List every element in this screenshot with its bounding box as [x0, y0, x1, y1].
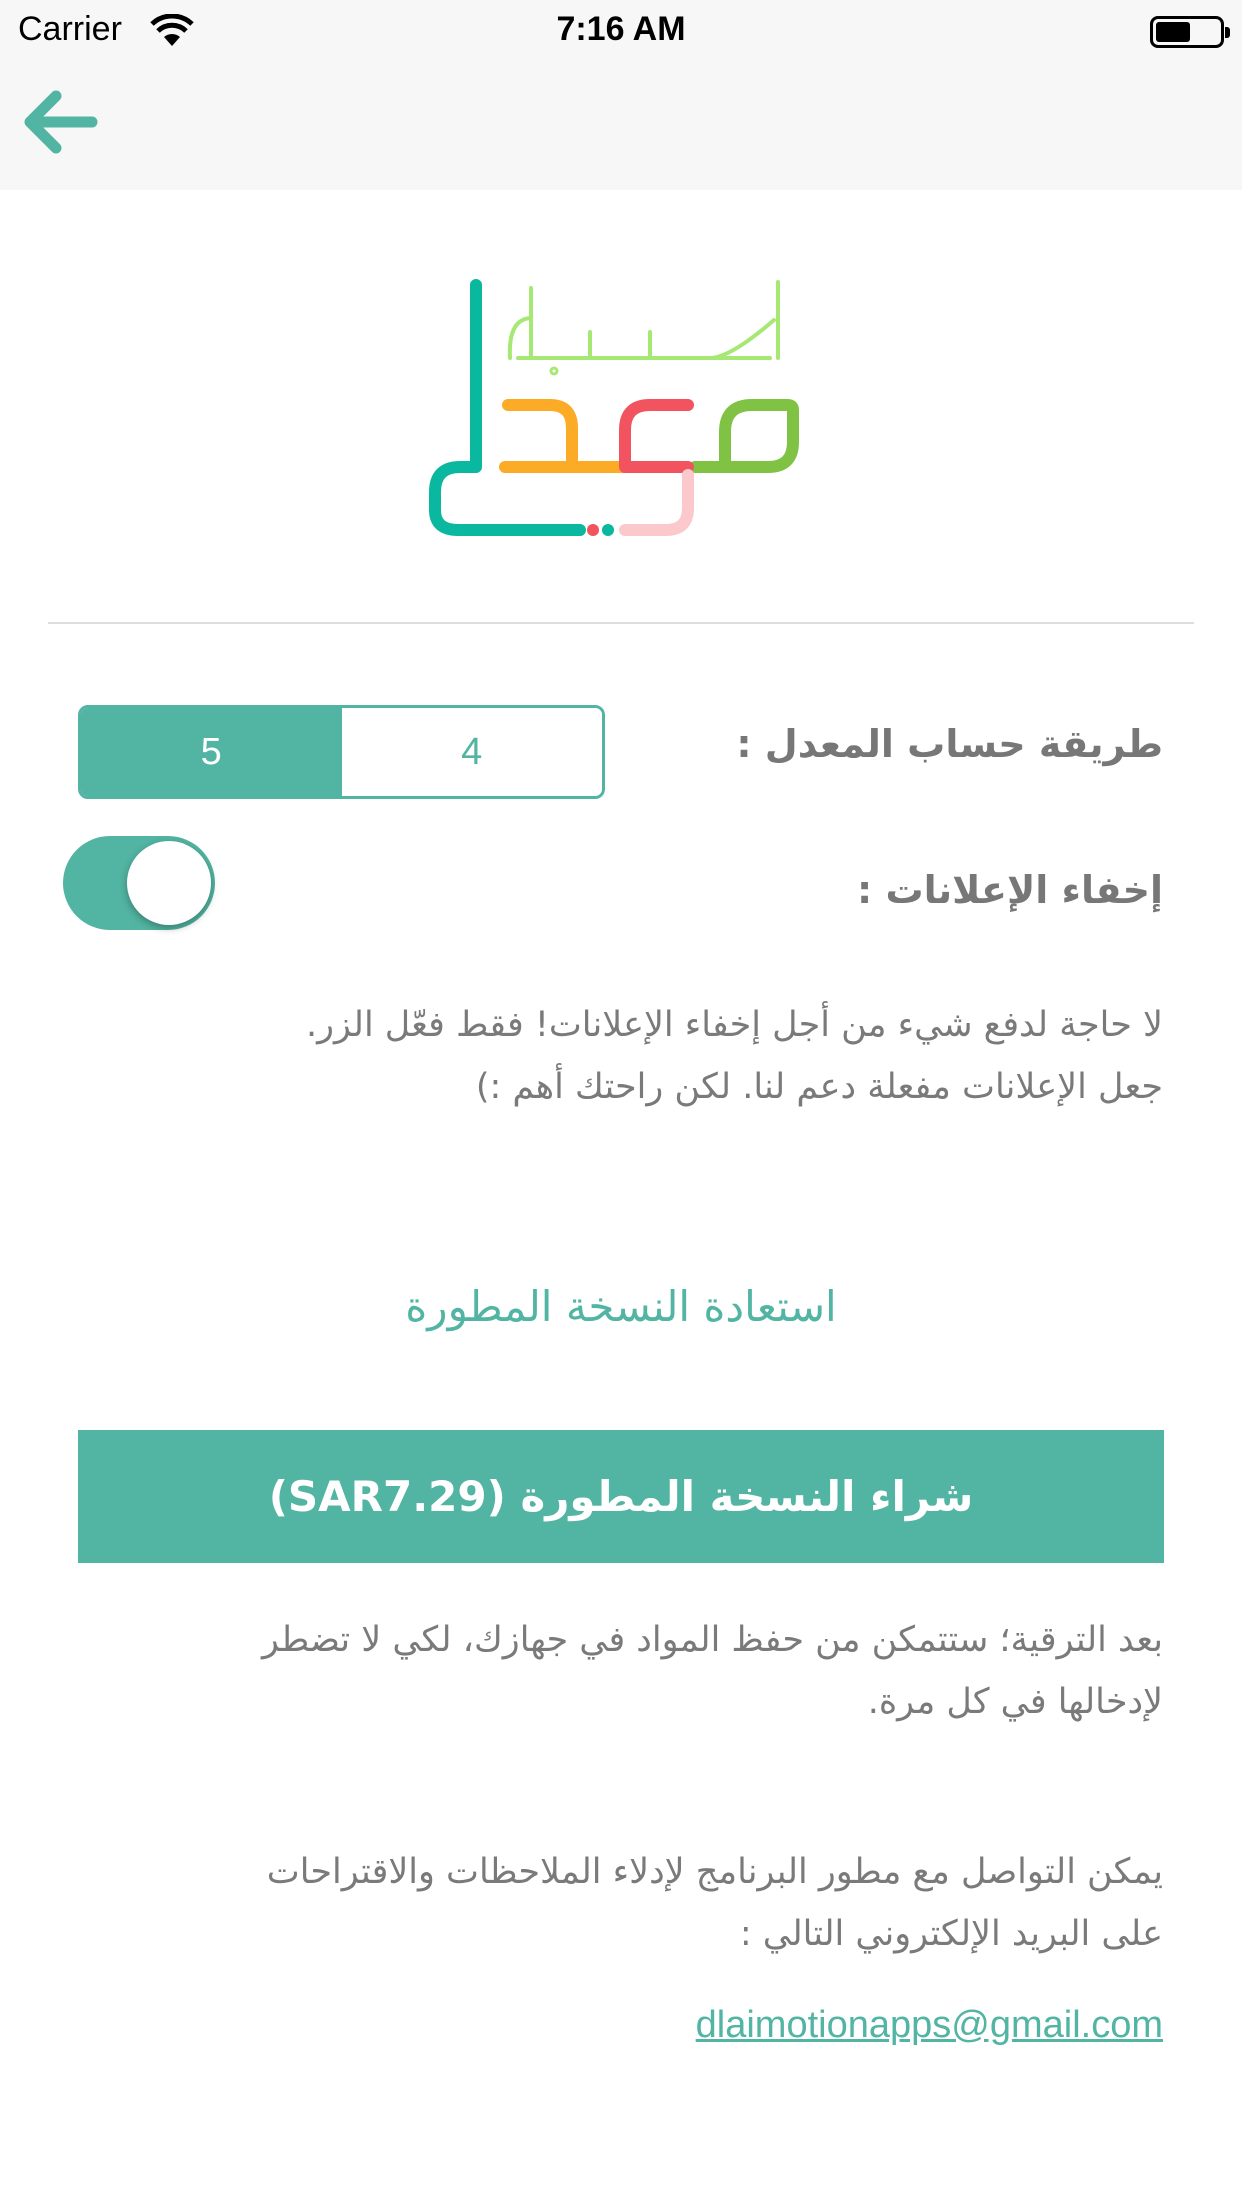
buy-premium-button[interactable]: شراء النسخة المطورة (SAR7.29) — [78, 1430, 1164, 1563]
gpa-method-label: طريقة حساب المعدل : — [736, 722, 1163, 766]
divider — [48, 622, 1194, 624]
carrier-label: Carrier — [18, 10, 122, 48]
battery-icon — [1150, 16, 1224, 48]
hide-ads-label: إخفاء الإعلانات : — [857, 868, 1163, 912]
upgrade-note-line: بعد الترقية؛ ستتمكن من حفظ المواد في جهازك، لكي لا تضطر — [262, 1620, 1163, 1660]
upgrade-note-line: لإدخالها في كل مرة. — [867, 1682, 1163, 1722]
contact-note-line: على البريد الإلكتروني التالي : — [739, 1914, 1163, 1954]
contact-note — [73, 1841, 1163, 1965]
segment-4[interactable]: 4 — [342, 708, 603, 796]
ads-note — [73, 994, 1163, 1118]
gpa-scale-segmented-control[interactable] — [78, 705, 605, 799]
contact-note-line: يمكن التواصل مع مطور البرنامج لإدلاء الملاحظات والاقتراحات — [266, 1852, 1163, 1892]
navigation-bar — [0, 0, 1242, 190]
restore-purchase-link[interactable]: استعادة النسخة المطورة — [405, 1282, 837, 1331]
hide-ads-toggle[interactable] — [63, 836, 215, 930]
ads-note-line: جعل الإعلانات مفعلة دعم لنا. لكن راحتك أهم :) — [475, 1067, 1163, 1107]
upgrade-note — [73, 1609, 1163, 1733]
ads-note-line: لا حاجة لدفع شيء من أجل إخفاء الإعلانات! فقط فعّل الزر. — [305, 1005, 1163, 1045]
email-link[interactable]: dlaimotionapps@gmail.com — [695, 2004, 1163, 2046]
app-logo — [400, 260, 820, 560]
status-time: 7:16 AM — [556, 10, 686, 48]
segment-5[interactable]: 5 — [81, 708, 342, 796]
back-arrow-icon[interactable] — [20, 84, 100, 160]
